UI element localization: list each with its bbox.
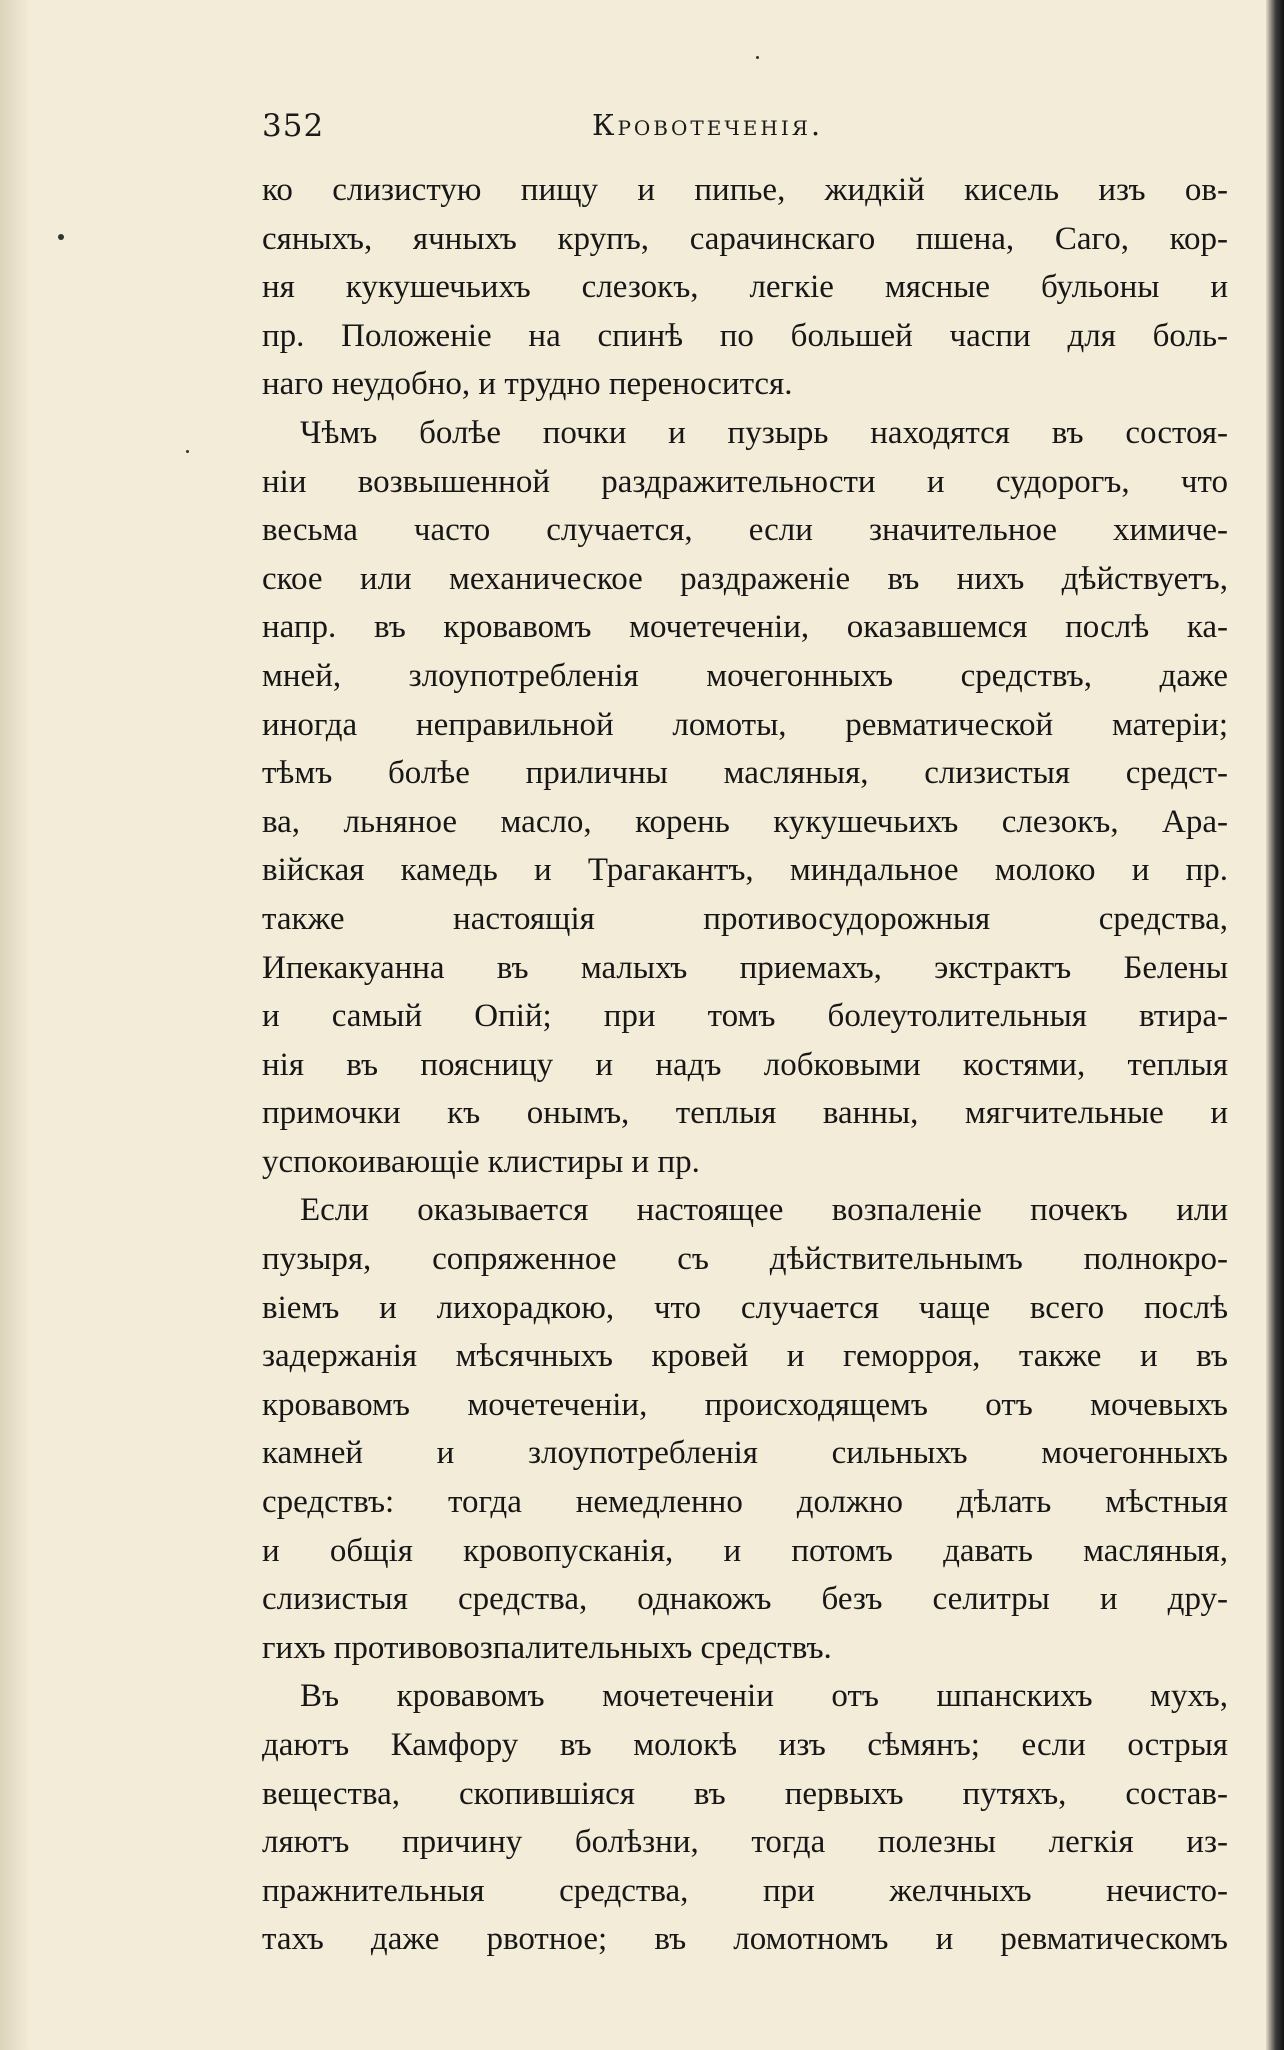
text-line: весьма часто случается, если значительное химиче-: [262, 512, 1228, 549]
text-line: ва, льняное масло, корень кукушечьихъ слезокъ, Ара-: [262, 803, 1228, 840]
ink-speck: [58, 234, 64, 240]
text-line: кровавомъ мочетеченіи, происходящемъ отъ мочевыхъ: [262, 1386, 1228, 1423]
ink-speck: [756, 56, 759, 59]
text-line: сяныхъ, ячныхъ крупъ, сарачинскаго пшена, Саго, кор-: [262, 220, 1228, 257]
text-line: гихъ противовозпалительныхъ средствъ.: [262, 1629, 832, 1666]
text-line: нія въ поясницу и надъ лобковыми костями, теплыя: [262, 1046, 1228, 1083]
text-line: напр. въ кровавомъ мочетеченіи, оказавшемся послѣ ка-: [262, 609, 1228, 646]
text-line: Если оказывается настоящее возпаленіе почекъ или: [300, 1192, 1228, 1229]
text-line: средствъ: тогда немедленно должно дѣлать мѣстныя: [262, 1484, 1228, 1521]
text-line: ня кукушечьихъ слезокъ, легкіе мясные бульоны и: [262, 269, 1228, 306]
text-line: ляютъ причину болѣзни, тогда полезны легкія из-: [262, 1824, 1228, 1861]
text-line: ское или механическое раздраженіе въ нихъ дѣйствуетъ,: [262, 560, 1228, 597]
text-line: віемъ и лихорадкою, что случается чаще всего послѣ: [262, 1289, 1228, 1326]
text-line: задержанія мѣсячныхъ кровей и геморроя, также и въ: [262, 1338, 1228, 1375]
text-line: ко слизистую пищу и пипье, жидкій кисель изъ ов-: [262, 172, 1228, 208]
text-line: иногда неправильной ломоты, ревматической матеріи;: [262, 706, 1228, 743]
text-line: тахъ даже рвотное; въ ломотномъ и ревматическомъ: [262, 1921, 1228, 1958]
text-line: также настоящія противосудорожныя средства,: [262, 900, 1228, 937]
text-line: пражнительныя средства, при желчныхъ нечисто-: [262, 1872, 1228, 1909]
text-line: Чѣмъ болѣе почки и пузырь находятся въ состоя-: [300, 414, 1228, 451]
text-line: вещества, скопившіяся въ первыхъ путяхъ, состав-: [262, 1775, 1228, 1812]
text-line: успокоивающіе клистиры и пр.: [262, 1143, 700, 1180]
text-line: наго неудобно, и трудно переносится.: [262, 366, 793, 403]
text-line: війская камедь и Трагакантъ, миндальное молоко и пр.: [262, 852, 1228, 889]
text-line: даютъ Камфору въ молокѣ изъ сѣмянъ; если острыя: [262, 1727, 1228, 1763]
text-line: ніи возвышенной раздражительности и судорогъ, что: [262, 463, 1228, 500]
page-edge-shadow: [1266, 0, 1284, 2050]
text-line: Въ кровавомъ мочетеченіи отъ шпанскихъ мухъ,: [300, 1678, 1228, 1715]
running-head: Кровотеченія.: [592, 108, 824, 142]
page-number: 352: [262, 108, 325, 144]
page-header: [262, 108, 1232, 154]
text-line: слизистыя средства, однакожъ безъ селитры и дру-: [262, 1581, 1228, 1618]
ink-speck: [186, 450, 189, 453]
page-gutter-shadow: [0, 0, 30, 2050]
body-text: [262, 166, 1228, 1964]
text-line: Ипекакуанна въ малыхъ приемахъ, экстрактъ Белены: [262, 949, 1228, 986]
text-line: тѣмъ болѣе приличны масляныя, слизистыя средст-: [262, 755, 1228, 792]
text-line: пр. Положеніе на спинѣ по большей часпи для боль-: [262, 317, 1228, 354]
text-line: мней, злоупотребленія мочегонныхъ средствъ, даже: [262, 657, 1228, 694]
text-line: и общія кровопусканія, и потомъ давать масляныя,: [262, 1532, 1228, 1569]
text-line: пузыря, сопряженное съ дѣйствительнымъ полнокро-: [262, 1241, 1228, 1278]
text-line: камней и злоупотребленія сильныхъ мочегонныхъ: [262, 1435, 1228, 1472]
text-line: примочки къ онымъ, теплыя ванны, мягчительные и: [262, 1095, 1228, 1132]
text-line: и самый Опій; при томъ болеутолительныя втира-: [262, 998, 1228, 1035]
